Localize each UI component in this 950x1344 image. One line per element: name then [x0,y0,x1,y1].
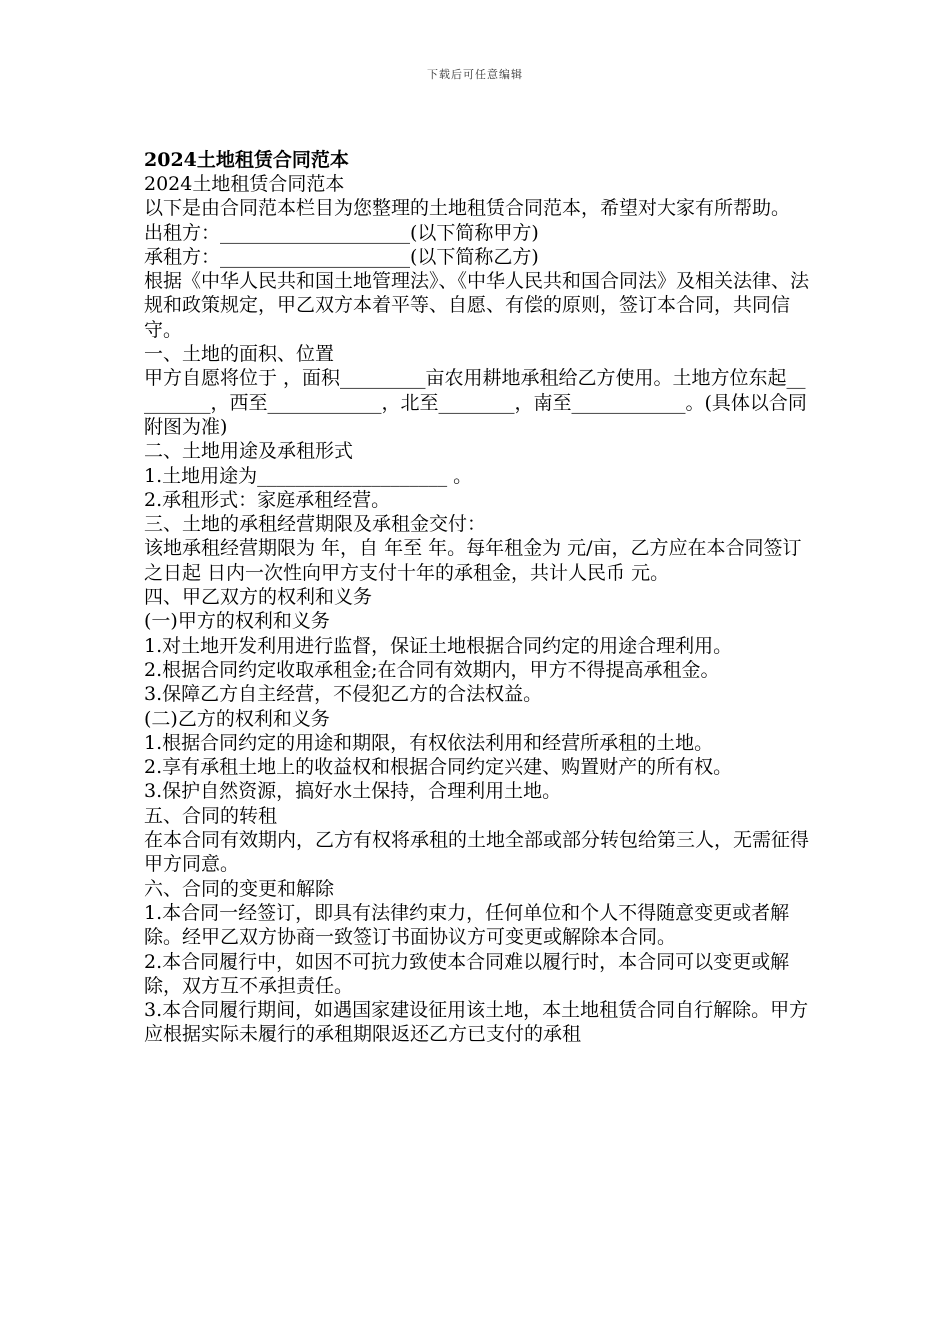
paragraph-subtitle: 2024土地租赁合同范本 [144,173,345,195]
header-note: 下载后可任意编辑 [427,68,523,81]
section-heading-5: 五、合同的转租 [144,804,278,827]
paragraph-party-b-1: 1.根据合同约定的用途和期限，有权依法利用和经营所承租的土地。 [144,731,714,754]
section-heading-2: 二、土地用途及承租形式 [144,440,354,463]
paragraph-lease-form: 2.承租形式：家庭承租经营。 [144,488,391,511]
paragraph-change-2: 2.本合同履行中，如因不可抗力致使本合同难以履行时，本合同可以变更或解除，双方互不承担责任。 [144,950,790,997]
paragraph-land-location: 甲方自愿将位于 ，面积_________亩农用耕地承租给乙方使用。土地方位东起_________，西至____________，北至________，南至____________。(具体以合同附图为准) [144,367,807,438]
document-body [144,148,814,1047]
paragraph-lessor: 出租方：____________________(以下简称甲方) [144,221,539,244]
section-heading-3: 三、土地的承租经营期限及承租金交付： [144,513,487,536]
paragraph-lease-term: 该地承租经营期限为 年，自 年至 年。每年租金为 元/亩，乙方应在本合同签订之日起 日内一次性向甲方支付十年的承租金，共计人民币 元。 [144,537,802,584]
paragraph-land-use: 1.土地用途为____________________ 。 [144,464,473,487]
paragraph-change-3: 3.本合同履行期间，如遇国家建设征用该土地，本土地租赁合同自行解除。甲方应根据实际未履行的承租期限返还乙方已支付的承租 [144,999,809,1046]
paragraph-change-1: 1.本合同一经签订，即具有法律约束力，任何单位和个人不得随意变更或者解除。经甲乙双方协商一致签订书面协议方可变更或解除本合同。 [144,901,790,949]
paragraph-party-a-3: 3.保障乙方自主经营，不侵犯乙方的合法权益。 [144,683,543,706]
subsection-heading-party-a: (一)甲方的权利和义务 [144,610,330,633]
paragraph-party-a-1: 1.对土地开发利用进行监督，保证土地根据合同约定的用途合理利用。 [144,634,733,657]
document-title: 2024土地租赁合同范本 [144,149,349,171]
paragraph-party-b-2: 2.享有承租土地上的收益权和根据合同约定兴建、购置财产的所有权。 [144,756,733,779]
paragraph-party-b-3: 3.保护自然资源，搞好水土保持，合理利用土地。 [144,780,562,803]
paragraph-sublease: 在本合同有效期内，乙方有权将承租的土地全部或部分转包给第三人，无需征得甲方同意。 [144,829,810,876]
paragraph-legal-basis: 根据《中华人民共和国土地管理法》、《中华人民共和国合同法》及相关法律、法规和政策规定，甲乙双方本着平等、自愿、有偿的原则，签订本合同，共同信守。 [144,270,810,341]
paragraph-intro: 以下是由合同范本栏目为您整理的土地租赁合同范本，希望对大家有所帮助。 [144,197,791,220]
section-heading-1: 一、土地的面积、位置 [144,343,335,366]
subsection-heading-party-b: (二)乙方的权利和义务 [144,707,330,730]
paragraph-lessee: 承租方：____________________(以下简称乙方) [144,245,539,268]
section-heading-6: 六、合同的变更和解除 [144,877,335,900]
paragraph-party-a-2: 2.根据合同约定收取承租金;在合同有效期内，甲方不得提高承租金。 [144,658,720,681]
section-heading-4: 四、甲乙双方的权利和义务 [144,586,373,609]
